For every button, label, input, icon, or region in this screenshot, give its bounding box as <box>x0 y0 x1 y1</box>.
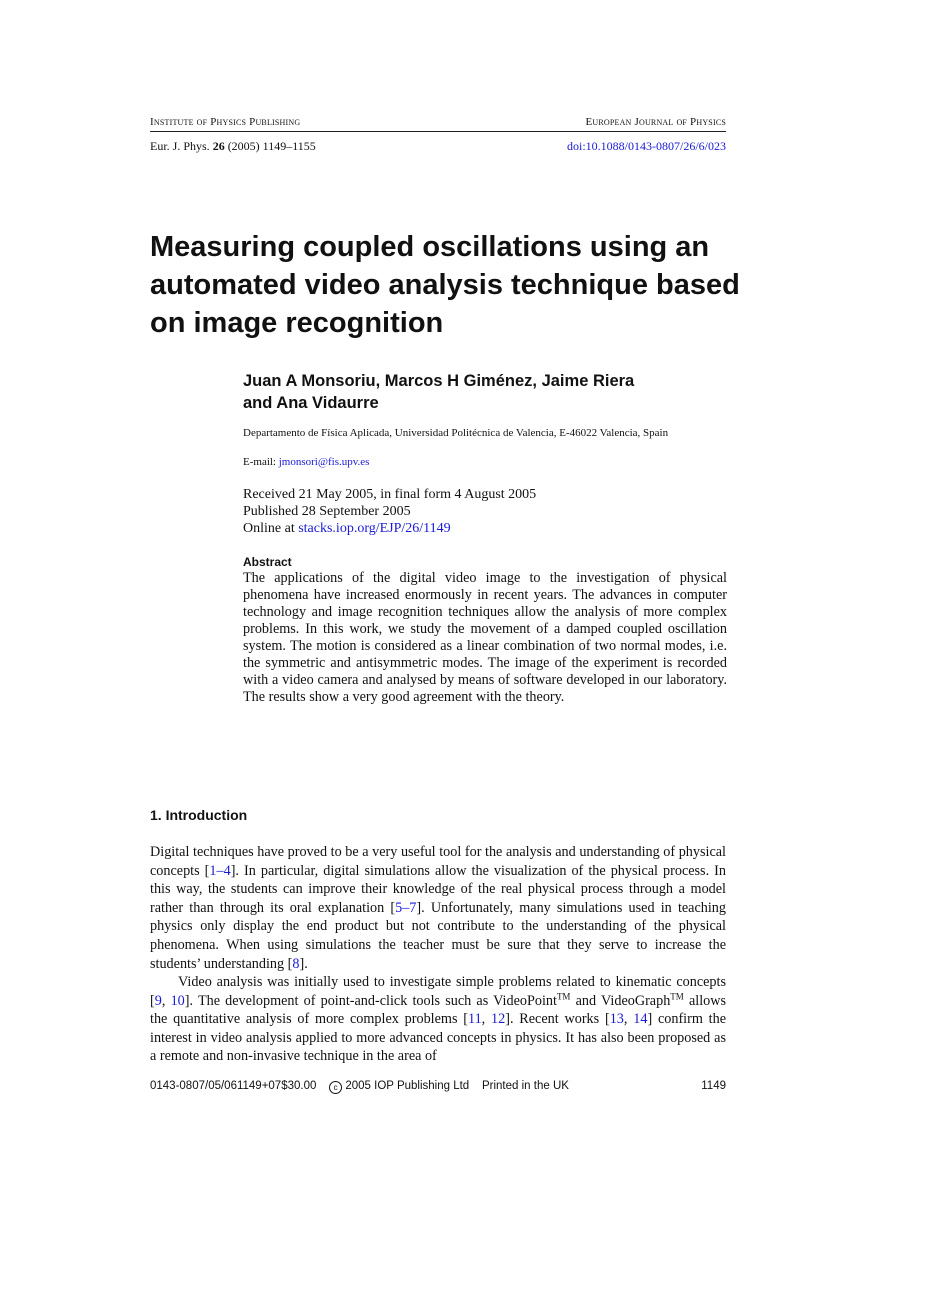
trademark: TM <box>670 990 684 1001</box>
citation-volume: 26 <box>212 139 225 153</box>
text-span: Video analysis was initially used to investigate simple problems related to kinematic concepts [ <box>150 974 726 1009</box>
footer-left <box>150 1080 569 1094</box>
published-date: Published 28 September 2005 <box>243 504 411 519</box>
authors-line-1: Juan A Monsoriu, Marcos H Giménez, Jaime Riera <box>243 372 635 390</box>
issn-code: 0143-0807/05/061149+07$30.00 <box>150 1080 317 1092</box>
text-span: ]. In particular, digital simulations allow the visualization of the physical process. In this way, the students can improve their knowledge of the real physical process through a model rather than through its oral explanation [ <box>150 862 726 916</box>
page-number: 1149 <box>701 1080 726 1092</box>
citation-pages: (2005) 1149–1155 <box>227 139 316 153</box>
ref-link[interactable]: 14 <box>633 1011 648 1028</box>
publisher-name: Institute of Physics Publishing <box>150 116 301 128</box>
running-header <box>150 116 726 128</box>
email-label: E-mail: <box>243 456 276 468</box>
text-span: ]. The development of point-and-click tools such as VideoPoint <box>184 992 557 1009</box>
text-span: , <box>161 992 171 1009</box>
abstract-text: The applications of the digital video image to the investigation of physical phenomena have increased enormously in recent years. The advances in computer technology and image recognition techniques allow the analysis of more complex problems. In this work, we study the movement of a damped coupled oscillation system. The motion is considered as a linear combination of two normal modes, i.e. the symmetric and antisymmetric modes. The image of the experiment is recorded with a video camera and analysed by means of software developed in our laboratory. The results show a very good agreement with the theory. <box>243 570 727 705</box>
text-span: ]. <box>299 955 308 972</box>
online-line <box>243 520 727 537</box>
text-span: allows the quantitative analysis of more complex problems [ <box>150 992 727 1028</box>
text-span: ]. Recent works [ <box>505 1011 610 1028</box>
online-url-link[interactable]: stacks.iop.org/EJP/26/1149 <box>298 521 451 536</box>
header-rule <box>150 131 726 132</box>
ref-link[interactable]: 12 <box>491 1011 506 1028</box>
text-span: ] confirm the interest in video analysis applied to more advanced concepts in physics. It has also been proposed as a remote and non-invasive technique in the area of <box>150 1011 727 1065</box>
ref-link[interactable]: 10 <box>170 992 185 1009</box>
intro-paragraph-1 <box>150 843 726 973</box>
text-span: , <box>481 1011 492 1028</box>
online-label: Online at <box>243 521 295 536</box>
journal-name: European Journal of Physics <box>585 116 726 128</box>
citation-journal: Eur. J. Phys. <box>150 139 210 153</box>
copyright-icon: c <box>329 1081 342 1094</box>
received-date: Received 21 May 2005, in final form 4 August 2005 <box>243 487 537 502</box>
author-list <box>243 370 727 414</box>
text-span: Digital techniques have proved to be a very useful tool for the analysis and understanding of physical concepts [ <box>150 844 726 879</box>
text-span: ]. Unfortunately, many simulations used in teaching physics only display the end product but not contribute to the understanding of the physical phenomena. When using simulations the teacher must be sure that they serve to increase the students’ understanding [ <box>150 899 726 972</box>
printed-in: Printed in the UK <box>481 1080 569 1092</box>
ref-link[interactable]: 5–7 <box>395 899 417 916</box>
email-line <box>243 456 727 468</box>
publication-dates <box>243 486 727 537</box>
authors-line-2: and Ana Vidaurre <box>243 394 379 412</box>
ref-link[interactable]: 11 <box>468 1011 482 1028</box>
text-span: , <box>623 1011 634 1028</box>
citation-row <box>150 139 726 154</box>
doi-link[interactable]: doi:10.1088/0143-0807/26/6/023 <box>567 139 726 153</box>
abstract-heading: Abstract <box>243 555 292 569</box>
ref-link[interactable]: 1–4 <box>209 862 231 879</box>
ref-link[interactable]: 13 <box>609 1011 624 1028</box>
intro-paragraph-2 <box>150 973 726 1066</box>
page-footer <box>150 1080 726 1094</box>
text-span: and VideoGraph <box>570 992 671 1009</box>
trademark: TM <box>556 990 571 1001</box>
ref-link[interactable]: 8 <box>292 955 300 972</box>
affiliation: Departamento de Física Aplicada, Universidad Politécnica de Valencia, E-46022 Valencia, Spain <box>243 427 669 439</box>
ref-link[interactable]: 9 <box>154 992 162 1009</box>
section-heading-introduction: 1. Introduction <box>150 807 248 823</box>
citation <box>150 139 316 154</box>
article-title: Measuring coupled oscillations using an automated video analysis technique based on image recognition <box>150 231 740 339</box>
copyright-text: 2005 IOP Publishing Ltd <box>345 1080 470 1092</box>
email-link[interactable]: jmonsori@fis.upv.es <box>278 456 370 468</box>
